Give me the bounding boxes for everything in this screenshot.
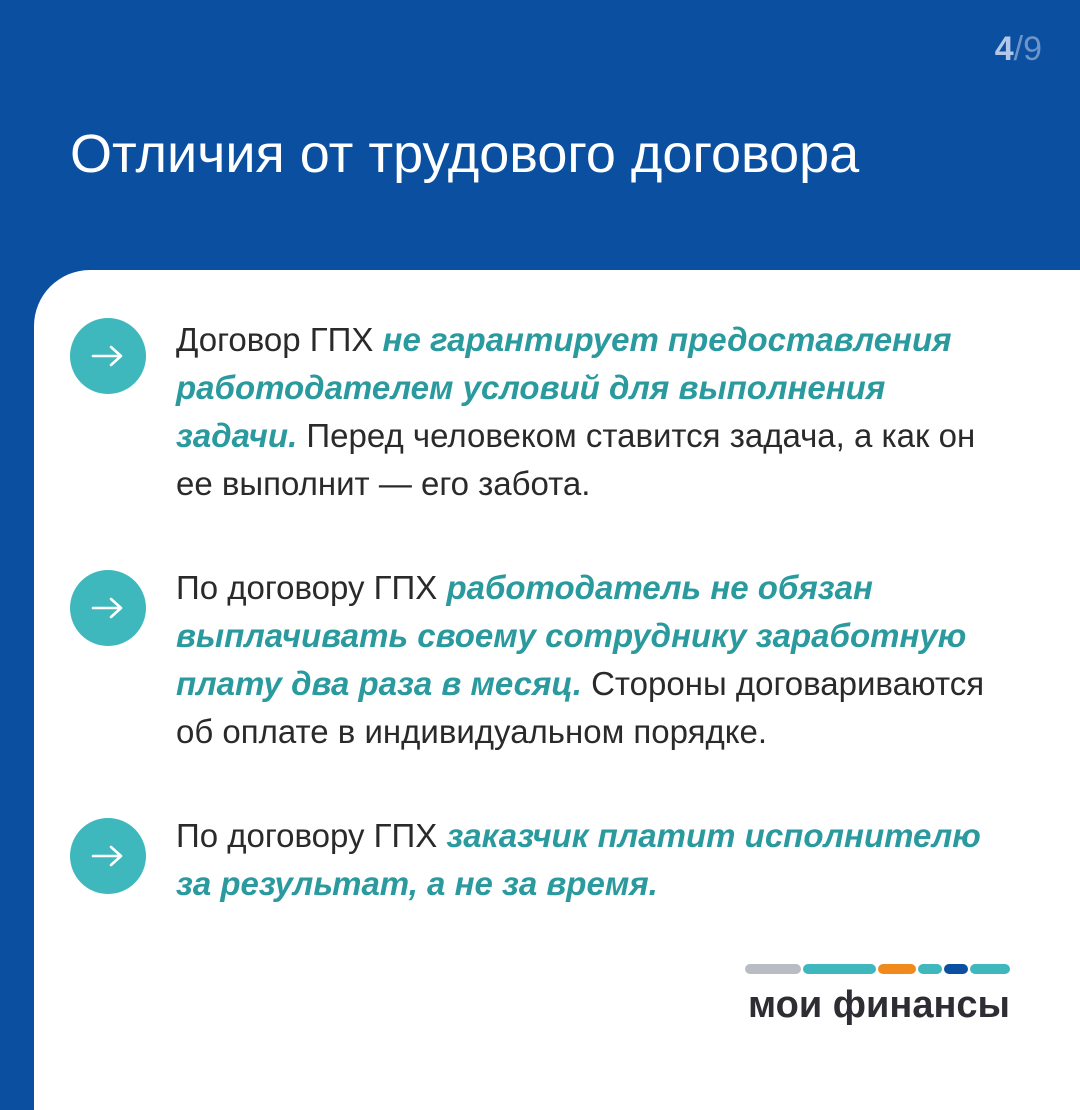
brand-bar-segment — [745, 964, 801, 974]
arrow-right-icon — [70, 818, 146, 894]
arrow-right-icon — [70, 570, 146, 646]
item-text — [176, 812, 996, 908]
page-current: 4 — [994, 30, 1014, 68]
item-text-plain: Перед человеком ставится задача, а как он ее выполнит — его забота. — [176, 417, 976, 502]
page-counter — [995, 30, 1042, 69]
brand-logo-text: мои финансы — [748, 984, 1010, 1026]
brand-bar-segment — [918, 964, 942, 974]
page-title: Отличия от трудового договора — [70, 124, 860, 184]
brand-bar-segment — [970, 964, 1010, 974]
item-text-plain: По договору ГПХ — [176, 569, 447, 606]
item-text-plain: По договору ГПХ — [176, 817, 447, 854]
item-text-highlight: заказчик платит исполнителю за результат, а не за время. — [176, 817, 981, 902]
brand-bar-segment — [878, 964, 916, 974]
brand-bar-segment — [803, 964, 876, 974]
item-text-plain: Договор ГПХ — [176, 321, 383, 358]
item-text — [176, 564, 996, 756]
brand-bar-segment — [944, 964, 968, 974]
item-text-highlight: работодатель не обязан выплачивать своему сотруднику заработную плату два раза в месяц. — [176, 569, 967, 702]
page-total: /9 — [1013, 30, 1042, 68]
item-text-highlight: не гарантирует предоставления работодателем условий для выполнения задачи. — [176, 321, 952, 454]
item-text — [176, 316, 996, 508]
item-text-plain: Стороны договариваются об оплате в индивидуальном порядке. — [176, 665, 985, 750]
arrow-right-icon — [70, 318, 146, 394]
